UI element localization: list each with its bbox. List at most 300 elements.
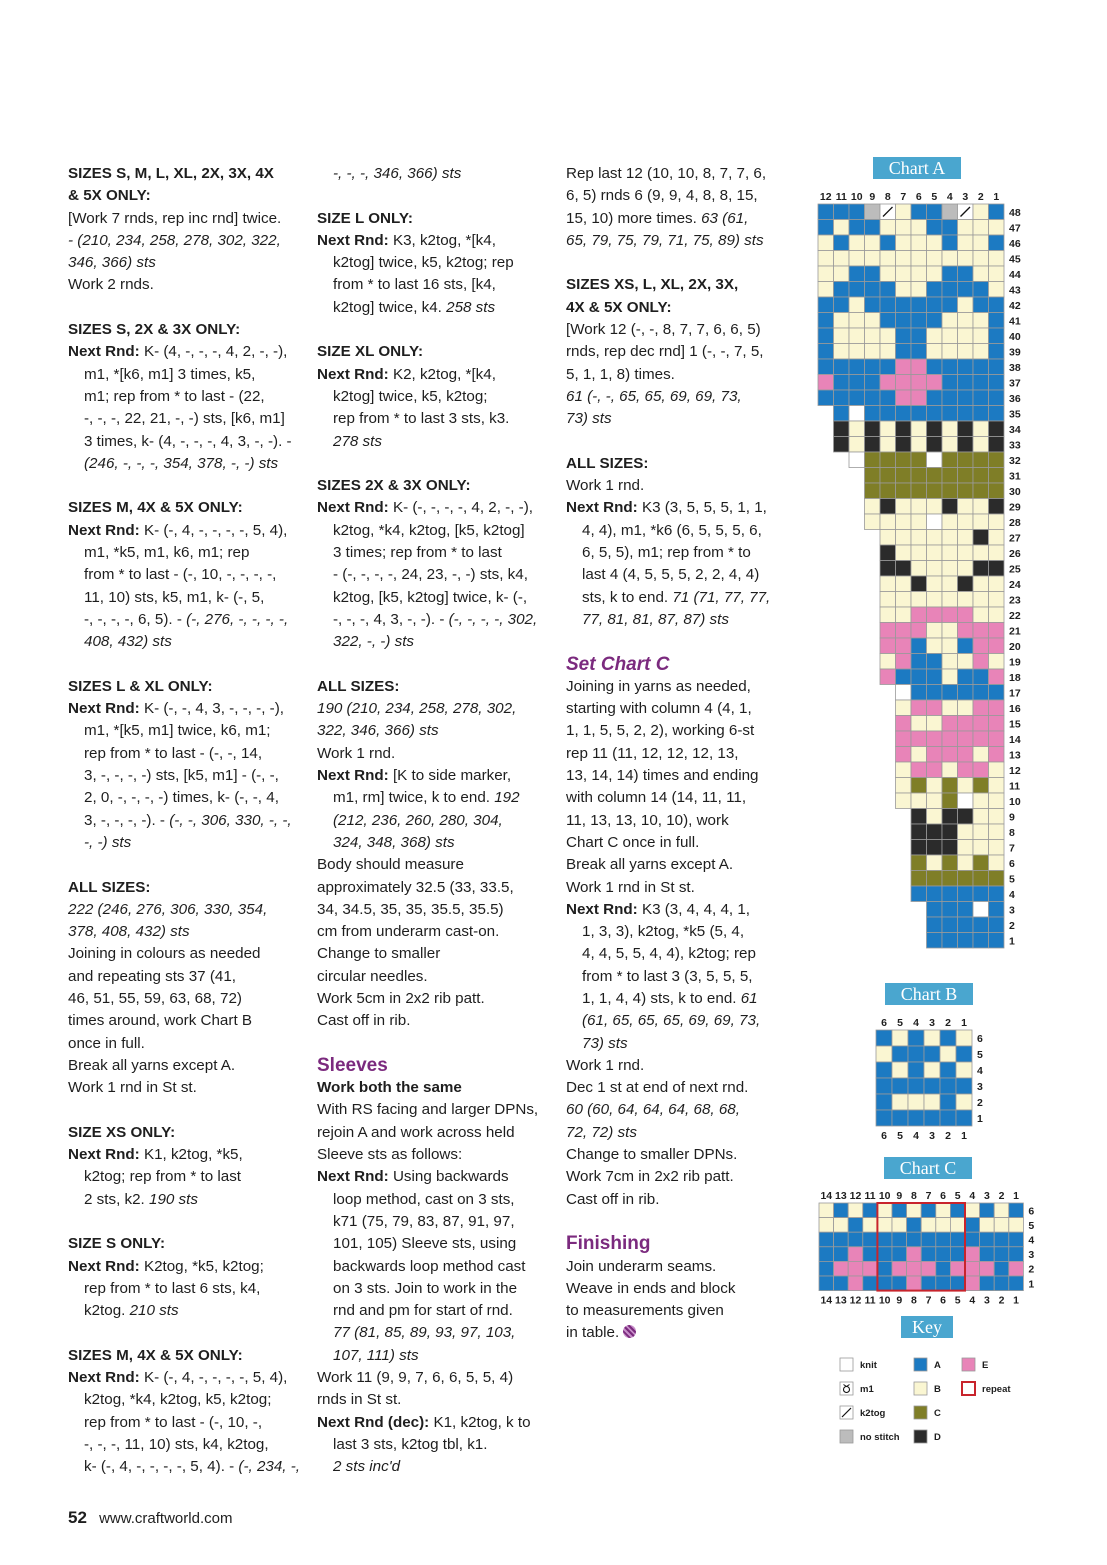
instruction-text: Using backwards (388, 1168, 509, 1186)
chart-cell (818, 220, 834, 236)
chart-cell (942, 638, 958, 654)
column-number: 9 (896, 1294, 903, 1307)
column-number: 1 (993, 191, 1000, 203)
chart-cell (865, 421, 881, 437)
body-line: Joining in yarns as needed, (566, 677, 751, 695)
chart-cell (819, 1247, 834, 1262)
chart-cell (1009, 1276, 1024, 1291)
column-number: 6 (881, 1017, 887, 1029)
body-line: Change to smaller (317, 945, 441, 963)
chart-cell (950, 1232, 965, 1247)
chart-cell (958, 406, 974, 422)
key-swatch-D (914, 1430, 927, 1443)
row-number: 4 (1028, 1234, 1035, 1247)
column-number: 14 (820, 1294, 833, 1307)
chart-cell (936, 1218, 951, 1233)
stitch-count: 190 sts (149, 1190, 198, 1208)
chart-cell (927, 871, 943, 887)
chart-cell (927, 530, 943, 546)
chart-cell (958, 809, 974, 825)
chart-cell (958, 778, 974, 794)
chart-cell (911, 437, 927, 453)
instruction-text: sts, k to end. (582, 588, 673, 606)
body-line: Sleeve sts as follows: (317, 1146, 463, 1164)
chart-cell (924, 1094, 940, 1110)
chart-cell (927, 390, 943, 406)
chart-cell (958, 437, 974, 453)
page-number: 52 (68, 1508, 87, 1527)
chart-cell (896, 328, 912, 344)
column-number: 6 (940, 1294, 947, 1307)
chart-cell (924, 1110, 940, 1126)
key-label: C (934, 1408, 941, 1419)
chart-cell (927, 716, 943, 732)
chart-cell (958, 514, 974, 530)
key-label: no stitch (860, 1432, 900, 1443)
stitch-count: (-, 234, -, (238, 1458, 301, 1476)
instruction-line (317, 497, 557, 519)
chart-cell (940, 1030, 956, 1046)
chart-cell (911, 452, 927, 468)
column-number: 2 (977, 191, 984, 203)
chart-cell (973, 638, 989, 654)
stitch-count: 192 (494, 789, 520, 807)
chart-cell (911, 545, 927, 561)
instruction-text: [K to side marker, (388, 767, 512, 785)
chart-cell (958, 793, 974, 809)
chart-cell (865, 359, 881, 375)
chart-cell (927, 607, 943, 623)
chart-cell (880, 654, 896, 670)
row-number: 6 (977, 1033, 983, 1045)
body-line: k2tog, *k4, k2tog, [k5, k2tog] (333, 521, 525, 539)
instruction-label: Next Rnd: (317, 231, 389, 249)
chart-cell (927, 235, 943, 251)
chart-cell (849, 421, 865, 437)
stitch-count-line: 107, 111) sts (333, 1346, 419, 1364)
body-line (566, 208, 806, 230)
chart-cell (818, 297, 834, 313)
chart-cell (989, 359, 1005, 375)
chart-cell (911, 840, 927, 856)
chart-cell (892, 1203, 907, 1218)
chart-cell (994, 1276, 1009, 1291)
chart-cell (927, 793, 943, 809)
row-number: 45 (1009, 253, 1021, 266)
chart-cell (989, 700, 1005, 716)
body-line: Chart C once in full. (566, 833, 700, 851)
chart-cell (958, 592, 974, 608)
chart-cell (942, 390, 958, 406)
chart-cell (942, 235, 958, 251)
column-number: 9 (896, 1190, 903, 1202)
chart-cell (989, 561, 1005, 577)
row-number: 5 (1009, 873, 1015, 886)
body-line: -, -, -, 22, 21, -, -) sts, [k6, m1] (84, 410, 285, 428)
row-number: 11 (1009, 780, 1021, 793)
body-line: Joining in colours as needed (68, 945, 261, 963)
column-number: 9 (869, 191, 876, 203)
chart-cell (927, 886, 943, 902)
body-line: k2tog] twice, k5, k2tog; (333, 387, 488, 405)
body-line: Work 1 rnd. (566, 477, 645, 495)
body-line: Work 1 rnd. (566, 1056, 645, 1074)
instruction-text: 15, 10) more times. (566, 209, 702, 227)
chart-cell (936, 1261, 951, 1276)
chart-cell (940, 1110, 956, 1126)
instruction-label: Next Rnd: (317, 365, 389, 383)
key-label: A (934, 1360, 941, 1371)
chart-cell (927, 421, 943, 437)
column-number: 7 (925, 1294, 932, 1307)
stitch-count-line: 72, 72) sts (566, 1123, 637, 1141)
chart-a-title: Chart A (873, 157, 961, 179)
chart-cell (892, 1046, 908, 1062)
chart-cell (849, 328, 865, 344)
chart-cell (940, 1062, 956, 1078)
body-line: cm from underarm cast-on. (317, 923, 500, 941)
chart-cell (911, 886, 927, 902)
chart-cell (989, 313, 1005, 329)
column-number: 6 (881, 1130, 887, 1142)
chart-cell (921, 1232, 936, 1247)
chart-cell (942, 204, 958, 220)
body-line: 11, 10) sts, k5, m1, k- (-, 5, (84, 588, 265, 606)
chart-cell (958, 561, 974, 577)
chart-cell (892, 1062, 908, 1078)
body-line: 4, 4), m1, *k6 (6, 5, 5, 5, 6, (582, 521, 762, 539)
row-number: 7 (1009, 842, 1015, 855)
column-number: 13 (835, 1294, 847, 1307)
instruction-text: 2 sts, k2. (84, 1190, 149, 1208)
body-line: with column 14 (14, 11, 11, (566, 789, 747, 807)
instruction-text: k2tog. (84, 1302, 130, 1320)
instruction-line (68, 1256, 308, 1278)
chart-cell (927, 359, 943, 375)
chart-cell (818, 344, 834, 360)
row-number: 4 (977, 1065, 983, 1077)
chart-cell (911, 390, 927, 406)
row-number: 3 (977, 1081, 983, 1093)
chart-cell (942, 654, 958, 670)
chart-cell (973, 886, 989, 902)
column-number: 2 (998, 1294, 1005, 1307)
chart-cell (973, 297, 989, 313)
section-heading: ALL SIZES: (317, 677, 400, 695)
body-line: and repeating sts 37 (41, (68, 967, 237, 985)
chart-cell (907, 1232, 922, 1247)
column-number: 6 (940, 1190, 947, 1202)
chart-cell (911, 778, 927, 794)
chart-cell (911, 731, 927, 747)
chart-cell (927, 328, 943, 344)
chart-cell (908, 1030, 924, 1046)
section-heading: SIZE XS ONLY: (68, 1123, 176, 1141)
body-line: Weave in ends and block (566, 1279, 736, 1297)
chart-cell (989, 685, 1005, 701)
chart-cell (896, 359, 912, 375)
chart-cell (942, 313, 958, 329)
chart-cell (942, 607, 958, 623)
chart-cell (849, 390, 865, 406)
row-number: 4 (1009, 888, 1015, 901)
body-line: 3 times; rep from * to last (333, 544, 502, 562)
instruction-text: k- (-, 4, -, -, -, -, 5, 4). - (84, 1458, 239, 1476)
chart-cell (865, 282, 881, 298)
chart-cell (896, 251, 912, 267)
chart-cell (989, 282, 1005, 298)
key-swatch-B (914, 1382, 927, 1395)
chart-cell (834, 235, 850, 251)
chart-cell (834, 437, 850, 453)
chart-cell (927, 483, 943, 499)
chart-cell (1009, 1218, 1024, 1233)
body-line: Rep last 12 (10, 10, 8, 7, 7, 6, (566, 165, 767, 182)
chart-cell (989, 654, 1005, 670)
chart-cell (880, 359, 896, 375)
chart-cell (973, 902, 989, 918)
chart-cell (834, 390, 850, 406)
chart-cell (880, 328, 896, 344)
body-line: k2tog; rep from * to last (84, 1168, 242, 1186)
chart-cell (877, 1261, 892, 1276)
chart-cell (865, 375, 881, 391)
instruction-label: Next Rnd: (68, 1257, 140, 1275)
section-heading: ALL SIZES: (566, 454, 649, 472)
chart-cell (834, 406, 850, 422)
chart-cell (994, 1247, 1009, 1262)
key-swatch-A (914, 1358, 927, 1371)
chart-cell (896, 623, 912, 639)
section-heading: 4X & 5X ONLY: (566, 298, 672, 316)
chart-cell (965, 1247, 980, 1262)
text-column-2 (317, 163, 557, 1479)
row-number: 24 (1009, 578, 1021, 591)
chart-cell (880, 282, 896, 298)
row-number: 29 (1009, 501, 1021, 514)
chart-cell (818, 235, 834, 251)
chart-cell (849, 282, 865, 298)
chart-cell (849, 235, 865, 251)
section-heading: SIZES 2X & 3X ONLY: (317, 477, 471, 495)
chart-cell (989, 607, 1005, 623)
body-line: from * to last 3 (3, 5, 5, 5, (582, 967, 753, 985)
instruction-text: K2, k2tog, *[k4, (388, 365, 496, 383)
key-title: Key (901, 1316, 953, 1338)
instruction-text: K- (-, 4, -, -, -, -, 5, 4), (139, 521, 288, 539)
chart-cell (958, 654, 974, 670)
row-number: 3 (1028, 1249, 1035, 1262)
website-url: www.craftworld.com (99, 1510, 233, 1527)
chart-cell (942, 499, 958, 515)
chart-cell (880, 313, 896, 329)
body-line: backwards loop method cast (333, 1257, 526, 1275)
text-column-1 (68, 163, 308, 1479)
chart-cell (911, 251, 927, 267)
chart-cell (989, 344, 1005, 360)
body-line (566, 587, 806, 609)
row-number: 40 (1009, 330, 1021, 343)
chart-cell (911, 282, 927, 298)
column-number: 2 (945, 1130, 951, 1142)
chart-cell (958, 716, 974, 732)
section-heading: & 5X ONLY: (68, 187, 151, 205)
chart-cell (911, 530, 927, 546)
section-heading: SIZES M, 4X & 5X ONLY: (68, 1346, 243, 1364)
chart-cell (907, 1276, 922, 1291)
instruction-line (68, 1367, 308, 1389)
chart-cell (911, 576, 927, 592)
chart-cell (942, 623, 958, 639)
body-line: rnds in St st. (317, 1391, 402, 1409)
chart-cell (958, 390, 974, 406)
chart-cell (865, 390, 881, 406)
key-swatch-none (840, 1430, 853, 1443)
chart-cell (818, 328, 834, 344)
body-line: [Work 12 (-, -, 8, 7, 7, 6, 6, 5) (566, 321, 761, 339)
body-line: k71 (75, 79, 83, 87, 91, 97, (333, 1212, 515, 1230)
chart-cell (896, 406, 912, 422)
chart-cell (834, 1276, 849, 1291)
chart-cell (911, 406, 927, 422)
chart-cell (927, 561, 943, 577)
body-line: from * to last - (-, 10, -, -, -, -, (84, 566, 277, 584)
row-number: 2 (977, 1097, 983, 1109)
chart-cell (911, 623, 927, 639)
chart-cell (973, 545, 989, 561)
chart-cell (877, 1276, 892, 1291)
chart-cell (942, 452, 958, 468)
chart-cell (848, 1232, 863, 1247)
chart-cell (896, 421, 912, 437)
chart-cell (1009, 1247, 1024, 1262)
chart-cell (911, 375, 927, 391)
chart-cell (921, 1203, 936, 1218)
chart-cell (911, 654, 927, 670)
stitch-count: 61 (740, 989, 758, 1007)
column-number: 5 (954, 1294, 961, 1307)
chart-cell (927, 700, 943, 716)
chart-cell (942, 762, 958, 778)
row-number: 21 (1009, 625, 1021, 638)
stitch-count-line: (246, -, -, -, 354, 378, -, -) sts (84, 454, 279, 472)
instruction-text: 1, 1, 4, 4) sts, k to end. (582, 989, 741, 1007)
chart-cell (989, 483, 1005, 499)
chart-cell (989, 592, 1005, 608)
chart-cell (927, 375, 943, 391)
chart-cell (865, 297, 881, 313)
chart-cell (865, 313, 881, 329)
chart-cell (896, 700, 912, 716)
chart-cell (958, 266, 974, 282)
chart-cell (940, 1078, 956, 1094)
chart-cell (989, 251, 1005, 267)
chart-cell (958, 545, 974, 561)
chart-cell (989, 266, 1005, 282)
instruction-line (566, 497, 806, 519)
chart-cell (908, 1110, 924, 1126)
chart-c-title: Chart C (884, 1157, 972, 1179)
body-line: loop method, cast on 3 sts, (333, 1190, 515, 1208)
column-number: 5 (954, 1190, 961, 1202)
chart-cell (927, 778, 943, 794)
chart-cell (973, 809, 989, 825)
chart-cell (958, 499, 974, 515)
body-line: rep 11 (11, 12, 12, 12, 13, (566, 744, 739, 762)
body-line: 6, 5, 5), m1; rep from * to (582, 544, 751, 562)
instruction-label: Next Rnd: (68, 1146, 140, 1164)
stitch-count: (-, 276, -, -, -, -, (186, 610, 289, 628)
stitch-count-line: 322, -, -) sts (333, 633, 415, 651)
chart-cell (927, 266, 943, 282)
chart-cell (819, 1218, 834, 1233)
chart-cell (865, 204, 881, 220)
row-number: 1 (1028, 1278, 1035, 1291)
column-number: 14 (820, 1190, 833, 1202)
chart-cell (958, 623, 974, 639)
chart-cell (848, 1247, 863, 1262)
chart-cell (834, 421, 850, 437)
chart-cell (834, 313, 850, 329)
chart-cell (942, 809, 958, 825)
chart-cell (834, 1247, 849, 1262)
body-line (68, 1456, 308, 1478)
body-line: k2tog] twice, k5, k2tog; rep (333, 254, 514, 272)
chart-cell (927, 344, 943, 360)
body-line: m1, *k5, m1, k6, m1; rep (84, 544, 250, 562)
row-number: 18 (1009, 671, 1021, 684)
chart-cell (989, 886, 1005, 902)
column-number: 4 (969, 1190, 976, 1202)
chart-cell (849, 313, 865, 329)
row-number: 41 (1009, 315, 1021, 328)
row-number: 1 (977, 1113, 983, 1125)
stitch-count-line: 73) sts (582, 1034, 628, 1052)
chart-cell (911, 499, 927, 515)
chart-cell (950, 1261, 965, 1276)
instruction-text: K- (-, -, -, -, 4, 2, -, -), (388, 499, 533, 517)
key-label: D (934, 1432, 941, 1443)
chart-cell (994, 1203, 1009, 1218)
chart-cell (942, 561, 958, 577)
chart-cell (896, 793, 912, 809)
stitch-count-line: (212, 236, 260, 280, 304, (333, 811, 503, 829)
chart-cell (958, 933, 974, 949)
chart-cell (950, 1247, 965, 1262)
chart-cell (834, 282, 850, 298)
chart-cell (994, 1218, 1009, 1233)
stitch-count: 71 (71, 77, 77, (672, 588, 771, 606)
chart-cell (819, 1232, 834, 1247)
body-line: Change to smaller DPNs. (566, 1146, 738, 1164)
chart-cell (892, 1247, 907, 1262)
chart-cell (911, 297, 927, 313)
chart-cell (989, 375, 1005, 391)
chart-cell (880, 592, 896, 608)
chart-cell (958, 375, 974, 391)
row-number: 9 (1009, 811, 1015, 824)
row-number: 44 (1009, 268, 1021, 281)
chart-cell (911, 235, 927, 251)
chart-cell (989, 406, 1005, 422)
body-line (317, 787, 557, 809)
stitch-count: 258 sts (446, 298, 496, 316)
chart-cell (924, 1030, 940, 1046)
chart-cell (865, 437, 881, 453)
chart-cell (907, 1261, 922, 1276)
chart-cell (863, 1261, 878, 1276)
row-number: 46 (1009, 237, 1021, 250)
